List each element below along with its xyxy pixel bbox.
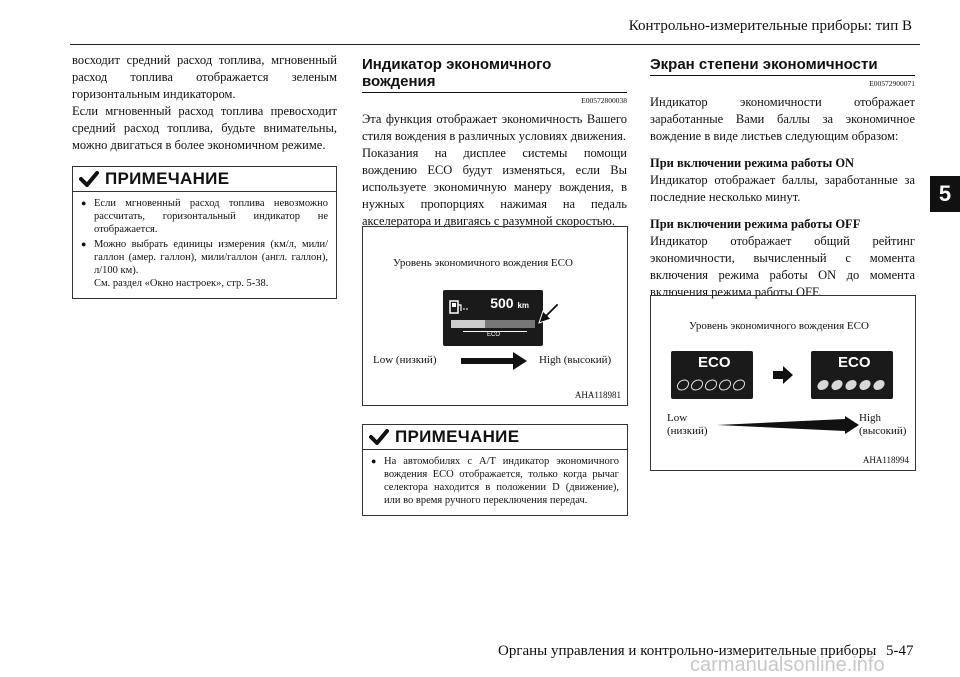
eco-label: ECO <box>838 354 871 371</box>
header-rule <box>70 44 920 45</box>
eco-indicator-figure <box>362 226 628 406</box>
checkmark-icon <box>369 429 389 445</box>
page-number: 5-47 <box>886 643 914 659</box>
eco-bar <box>451 320 535 328</box>
paragraph: Показания на дисплее системы помощи вождению ECO будут изменяться, если Вы используете экономичную манеру вождения, в нужных пропорциях нажимая на педаль акселератора и двигаясь с разумной скоростью. <box>362 146 627 228</box>
checkmark-icon <box>79 171 99 187</box>
note-label: ПРИМЕЧАНИЕ <box>105 169 230 188</box>
fuel-pump-icon <box>449 300 469 314</box>
column-1 <box>72 52 337 299</box>
eco-bar-fill <box>451 320 485 328</box>
leaf-outline-icons <box>675 377 749 393</box>
footer-section: Органы управления и контрольно-измерительные приборы <box>498 643 877 659</box>
figure-caption: Уровень экономичного вождения ECO <box>393 257 573 269</box>
subheading: При включении режима работы ON <box>650 156 855 170</box>
note-bullet <box>371 455 619 507</box>
note-bullet-text: На автомобилях с A/T индикатор экономичного вождения ECO отображается, только когда рычаг селектора находится в положении D (движение), или во время ручного переключения передач. <box>384 456 619 506</box>
transition-arrow-icon <box>773 366 793 384</box>
eco-mini-label: ECO <box>487 332 501 338</box>
range-value: 500 <box>490 295 514 311</box>
eco-score-figure <box>650 295 916 471</box>
figure-id: AHA118981 <box>574 390 621 400</box>
bullet-icon: ● <box>81 198 87 208</box>
page-reference: См. раздел «Окно настроек», стр. 5-38. <box>94 278 269 289</box>
note-header <box>73 167 336 192</box>
page-header-title: Контрольно-измерительные приборы: тип В <box>628 18 912 34</box>
column-3 <box>650 56 915 301</box>
paragraph: Индикатор экономичности отображает заработанные Вами баллы за экономичное вождение в виде листьев следующим образом: <box>650 95 915 143</box>
eco-display-low <box>671 351 753 399</box>
column-2 <box>362 56 627 230</box>
paragraph: Индикатор отображает баллы, заработанные за последние несколько минут. <box>650 173 915 204</box>
watermark: carmanualsonline.info <box>690 654 885 676</box>
eco-display-high <box>811 351 893 399</box>
instrument-display <box>443 290 543 346</box>
low-to-high-wedge-arrow <box>717 416 859 434</box>
note-bullet-text: Можно выбрать единицы измерения (км/л, мили/галлон (амер. галлон), мили/галлон (англ. галлон), л/100 км). <box>94 239 328 276</box>
figure-id: AHA118994 <box>862 455 909 465</box>
section-title: Индикатор экономичного вождения <box>362 56 627 93</box>
chapter-tab: 5 <box>930 176 960 212</box>
leaf-filled-icons <box>815 377 889 393</box>
section-code: E00572800038 <box>581 96 627 105</box>
note-bullet <box>81 238 328 290</box>
bullet-icon: ● <box>81 239 87 249</box>
note-header <box>363 425 627 450</box>
note-bullet-text: Если мгновенный расход топлива невозможно рассчитать, горизонтальный индикатор не отображается. <box>94 198 328 235</box>
note-bullet <box>81 197 328 236</box>
paragraph: восходит средний расход топлива, мгновенный расход топлива отображается зеленым горизонтальным индикатором. <box>72 53 337 101</box>
figure-caption: Уровень экономичного вождения ECO <box>689 320 869 332</box>
bullet-icon: ● <box>371 456 377 466</box>
note-body <box>73 192 336 298</box>
note-body <box>363 450 627 515</box>
section-code: E00572900071 <box>869 79 915 88</box>
note-box <box>362 424 628 516</box>
paragraph: Индикатор отображает общий рейтинг экономичности, вычисленный с момента включения режима работы ON до момента включения режима работы OFF. <box>650 234 915 299</box>
note-box <box>72 166 337 299</box>
eco-label: ECO <box>698 354 731 371</box>
paragraph: Если мгновенный расход топлива превосходит средний расход топлива, будьте внимательны, можно двигаться в более экономичном режиме. <box>72 104 337 152</box>
paragraph: Эта функция отображает экономичность Вашего стиля вождения в различных условиях движения. <box>362 112 627 143</box>
section-title: Экран степени экономичности <box>650 56 915 76</box>
range-unit: km <box>517 301 529 310</box>
low-to-high-arrow <box>461 352 527 370</box>
high-label: High (высокий) <box>539 354 612 366</box>
note-label: ПРИМЕЧАНИЕ <box>395 427 520 446</box>
pointer-arrow-icon <box>535 303 561 327</box>
high-label: High (высокий) <box>859 412 907 437</box>
low-label: Low (низкий) <box>373 354 437 366</box>
low-label: Low (низкий) <box>667 412 708 437</box>
subheading: При включении режима работы OFF <box>650 217 861 231</box>
